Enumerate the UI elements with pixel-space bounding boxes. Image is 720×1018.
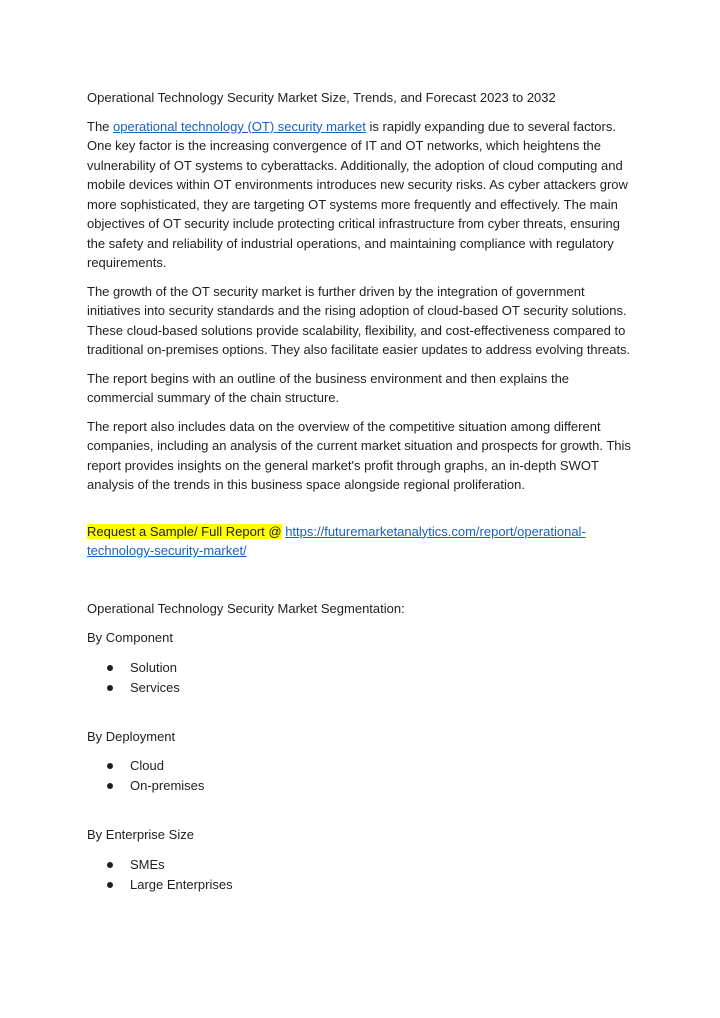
bullet-icon xyxy=(107,882,113,888)
bullet-icon xyxy=(107,665,113,671)
list-item xyxy=(87,855,635,875)
list-item xyxy=(87,678,635,698)
document-body xyxy=(87,88,635,895)
list-item xyxy=(87,658,635,678)
bullet-icon xyxy=(107,862,113,868)
list-item xyxy=(87,875,635,895)
list-item-label: Large Enterprises xyxy=(130,876,233,892)
segment-list xyxy=(87,658,635,698)
segmentation-title: Operational Technology Security Market Segmentation: xyxy=(87,600,405,616)
bullet-icon xyxy=(107,685,113,691)
report-url-link[interactable]: https://futuremarketanalytics.com/report/operational-technology-security-market/ xyxy=(87,523,586,558)
list-item-label: On-premises xyxy=(130,778,205,793)
intro-suffix: is rapidly expanding due to several factors. One key factor is the increasing convergence of IT and OT networks, which heightens the vulnerability of OT systems to cyberattacks. Additionally, the adoption of cloud computing and mobile devices within OT environments introduces new security risks. As cyber attackers grow more sophisticated, they are targeting OT systems more frequently and effectively. The main objectives of OT security include protecting critical infrastructure from cyber threats, ensuring the safety and reliability of industrial operations, and maintaining compliance with regulatory requirements. xyxy=(87,118,628,270)
report-outline-paragraph: The report begins with an outline of the business environment and then explains the commercial summary of the chain structure. xyxy=(87,370,570,405)
list-item-label: Services xyxy=(130,679,180,695)
document-title: Operational Technology Security Market Size, Trends, and Forecast 2023 to 2032 xyxy=(87,90,556,105)
bullet-icon xyxy=(107,763,113,769)
request-sample-label: Request a Sample/ Full Report @ xyxy=(87,523,282,539)
segment-group-deployment xyxy=(87,727,635,797)
list-item-label: SMEs xyxy=(130,856,165,872)
segment-label: By Component xyxy=(87,630,173,645)
list-item-label: Solution xyxy=(130,659,177,675)
segment-list xyxy=(87,855,635,895)
segment-group-enterprise-size xyxy=(87,825,635,895)
report-overview-paragraph: The report also includes data on the overview of the competitive situation among different companies, including an analysis of the current market situation and prospects for growth. This report provides insights on the general market's profit through graphs, an in-depth SWOT analysis of the trends in this business space alongside regional proliferation. xyxy=(87,418,631,492)
ot-security-market-link[interactable]: operational technology (OT) security market xyxy=(113,118,366,134)
request-sample-line xyxy=(87,522,635,561)
list-item-label: Cloud xyxy=(130,758,164,773)
intro-paragraph xyxy=(87,117,635,273)
segment-label: By Deployment xyxy=(87,728,176,744)
bullet-icon xyxy=(107,783,113,789)
intro-prefix: The xyxy=(87,118,114,134)
growth-paragraph: The growth of the OT security market is further driven by the integration of government initiatives into security standards and the rising adoption of cloud-based OT security solutions. These cloud-based solutions provide scalability, flexibility, and cost-effectiveness compared to traditional on-premises options. They also facilitate easier updates to address evolving threats. xyxy=(87,283,631,357)
segment-list xyxy=(87,756,635,796)
segment-group-component xyxy=(87,628,635,698)
list-item xyxy=(87,776,635,796)
segment-label: By Enterprise Size xyxy=(87,827,194,842)
list-item xyxy=(87,756,635,776)
